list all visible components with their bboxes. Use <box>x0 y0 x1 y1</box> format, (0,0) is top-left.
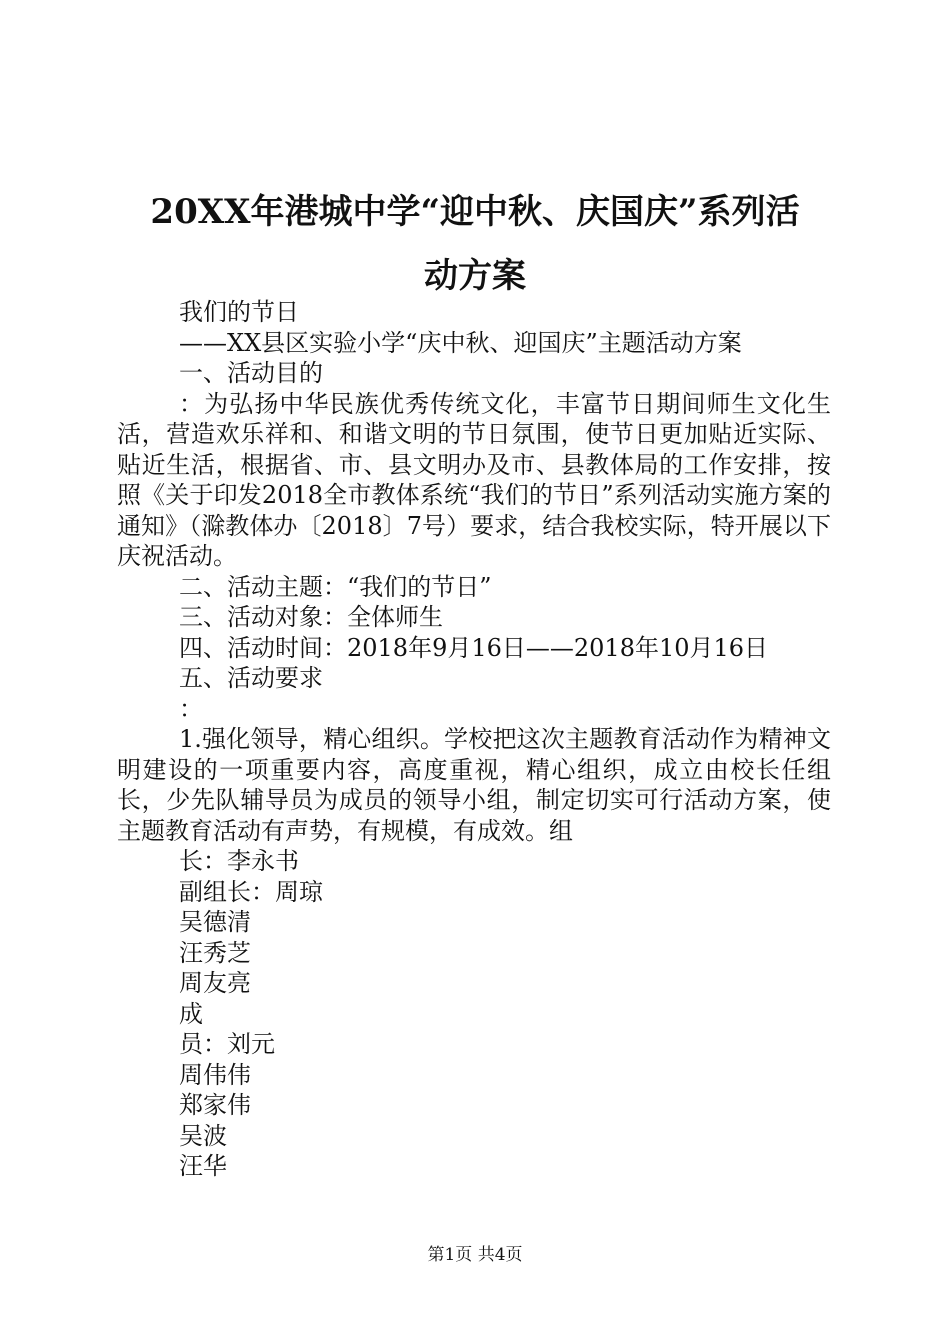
paragraph-purpose: ：为弘扬中华民族优秀传统文化，丰富节日期间师生文化生活，营造欢乐祥和、和谐文明的节日氛围，使节日更加贴近实际、贴近生活，根据省、市、县文明办及市、县教体局的工作安排，按照《关于印发2018全市教体系统“我们的节日”系列活动实施方案的通知》（滁教体办〔2018〕7号）要求，结合我校实际，特开展以下庆祝活动。 <box>117 389 831 570</box>
name-line: 郑家伟 <box>179 1091 251 1119</box>
heading-requirements: 五、活动要求 <box>179 664 323 692</box>
name-line: 汪秀芝 <box>179 938 251 967</box>
member-label-line: 成 <box>179 999 203 1028</box>
name-line: 汪华 <box>179 1152 227 1180</box>
heading-time: 四、活动时间：2018年9月16日——2018年10月16日 <box>179 633 769 662</box>
deputy-leader-line: 副组长：周琼 <box>179 877 323 906</box>
title-line-2: 动方案 <box>424 256 526 296</box>
page-footer: 第1页 共4页 <box>427 1245 523 1265</box>
document-title <box>120 180 830 308</box>
name-line: 吴波 <box>179 1121 227 1150</box>
heading-target: 三、活动对象：全体师生 <box>179 603 443 631</box>
subtitle: ——XX县区实验小学“庆中秋、迎国庆”主题活动方案 <box>179 328 742 357</box>
paragraph-requirement-1: 1.强化领导，精心组织。学校把这次主题教育活动作为精神文明建设的一项重要内容，高度重视，精心组织，成立由校长任组长，少先队辅导员为成员的领导小组，制定切实可行活动方案，使主题教育活动有声势，有规模，有成效。组 <box>117 725 831 845</box>
member-line: 员：刘元 <box>179 1030 275 1058</box>
section-label: 我们的节日 <box>179 298 299 326</box>
name-line: 周伟伟 <box>179 1060 251 1089</box>
name-line: 吴德清 <box>179 908 251 936</box>
leader-line: 长：李永书 <box>179 847 299 875</box>
heading-purpose: 一、活动目的 <box>179 359 323 387</box>
heading-theme: 二、活动主题：“我们的节日” <box>179 572 492 601</box>
title-line-1: 20XX年港城中学“迎中秋、庆国庆”系列活 <box>150 192 800 232</box>
name-line: 周友亮 <box>179 969 251 997</box>
document-body <box>117 297 831 1182</box>
colon-line: ： <box>179 694 203 723</box>
